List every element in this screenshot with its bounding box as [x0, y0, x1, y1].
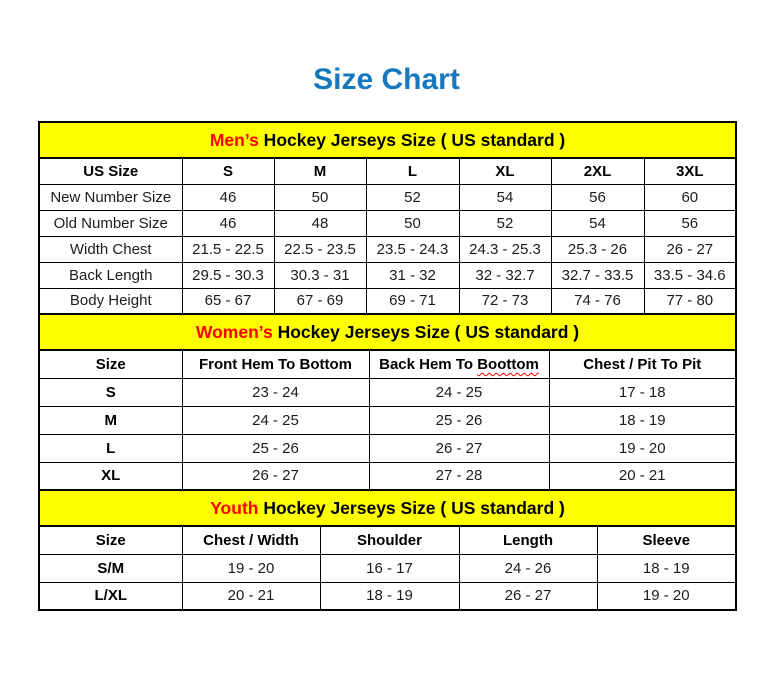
table-cell: 24 - 25: [369, 378, 549, 406]
table-cell: 24 - 25: [182, 406, 369, 434]
table-row: [39, 288, 736, 314]
table-row: [39, 236, 736, 262]
table-cell: 26 - 27: [182, 462, 369, 490]
table-cell: 32 - 32.7: [459, 262, 551, 288]
youth-col-header-sleeve: Sleeve: [597, 526, 736, 554]
table-cell: 23 - 24: [182, 378, 369, 406]
mens-col-header-m: M: [274, 158, 366, 184]
table-row: [39, 210, 736, 236]
mens-col-header-s: S: [182, 158, 274, 184]
table-cell: 56: [551, 184, 644, 210]
table-row: [39, 434, 736, 462]
mens-row-label: Old Number Size: [39, 210, 182, 236]
womens-banner-row: [39, 314, 736, 350]
table-cell: 50: [274, 184, 366, 210]
mens-col-header-xl: XL: [459, 158, 551, 184]
mens-banner-row: [39, 122, 736, 158]
womens-col-header-chest-pit: Chest / Pit To Pit: [549, 350, 736, 378]
table-cell: 31 - 32: [366, 262, 459, 288]
table-cell: 17 - 18: [549, 378, 736, 406]
table-cell: 46: [182, 184, 274, 210]
table-cell: 30.3 - 31: [274, 262, 366, 288]
womens-section-banner: [39, 314, 736, 350]
womens-row-label: S: [39, 378, 182, 406]
mens-section-banner: [39, 122, 736, 158]
mens-col-header-l: L: [366, 158, 459, 184]
table-cell: 23.5 - 24.3: [366, 236, 459, 262]
table-row: [39, 554, 736, 582]
table-row: [39, 582, 736, 610]
table-cell: 22.5 - 23.5: [274, 236, 366, 262]
table-cell: 25.3 - 26: [551, 236, 644, 262]
table-cell: 26 - 27: [369, 434, 549, 462]
youth-banner-row: [39, 490, 736, 526]
table-cell: 18 - 19: [549, 406, 736, 434]
table-cell: 32.7 - 33.5: [551, 262, 644, 288]
table-cell: 48: [274, 210, 366, 236]
mens-size-table: [38, 121, 737, 315]
mens-col-header-us-size: US Size: [39, 158, 182, 184]
table-cell: 46: [182, 210, 274, 236]
table-cell: 16 - 17: [320, 554, 459, 582]
youth-col-header-shoulder: Shoulder: [320, 526, 459, 554]
table-row: [39, 406, 736, 434]
youth-size-table: [38, 489, 737, 611]
womens-col-header-back-hem: [369, 350, 549, 378]
table-cell: 20 - 21: [549, 462, 736, 490]
table-cell: 77 - 80: [644, 288, 736, 314]
youth-row-label: S/M: [39, 554, 182, 582]
table-row: [39, 184, 736, 210]
table-cell: 33.5 - 34.6: [644, 262, 736, 288]
table-cell: 19 - 20: [549, 434, 736, 462]
mens-row-label: Back Length: [39, 262, 182, 288]
mens-row-label: New Number Size: [39, 184, 182, 210]
table-cell: 67 - 69: [274, 288, 366, 314]
table-cell: 18 - 19: [597, 554, 736, 582]
table-cell: 52: [366, 184, 459, 210]
womens-banner-highlight: Women’s: [195, 321, 273, 342]
table-cell: 26 - 27: [644, 236, 736, 262]
youth-header-row: [39, 526, 736, 554]
table-row: [39, 378, 736, 406]
youth-banner-highlight: Youth: [210, 497, 259, 518]
table-cell: 60: [644, 184, 736, 210]
womens-row-label: M: [39, 406, 182, 434]
table-cell: 21.5 - 22.5: [182, 236, 274, 262]
womens-col-header-size: Size: [39, 350, 182, 378]
table-cell: 25 - 26: [182, 434, 369, 462]
back-hem-header-prefix: Back Hem To: [379, 355, 474, 373]
mens-col-header-3xl: 3XL: [644, 158, 736, 184]
table-row: [39, 262, 736, 288]
youth-row-label: L/XL: [39, 582, 182, 610]
youth-col-header-size: Size: [39, 526, 182, 554]
mens-row-label: Width Chest: [39, 236, 182, 262]
womens-header-row: [39, 350, 736, 378]
table-cell: 29.5 - 30.3: [182, 262, 274, 288]
table-cell: 65 - 67: [182, 288, 274, 314]
table-cell: 56: [644, 210, 736, 236]
table-cell: 74 - 76: [551, 288, 644, 314]
table-cell: 18 - 19: [320, 582, 459, 610]
youth-banner-text: Hockey Jerseys Size ( US standard ): [258, 497, 565, 518]
table-row: [39, 462, 736, 490]
table-cell: 27 - 28: [369, 462, 549, 490]
table-cell: 50: [366, 210, 459, 236]
mens-header-row: [39, 158, 736, 184]
table-cell: 72 - 73: [459, 288, 551, 314]
table-cell: 54: [459, 184, 551, 210]
table-cell: 25 - 26: [369, 406, 549, 434]
table-cell: 69 - 71: [366, 288, 459, 314]
womens-banner-text: Hockey Jerseys Size ( US standard ): [272, 321, 580, 342]
mens-banner-highlight: Men’s: [209, 129, 259, 150]
table-cell: 26 - 27: [459, 582, 597, 610]
youth-section-banner: [39, 490, 736, 526]
page-title: Size Chart: [313, 63, 460, 96]
table-cell: 19 - 20: [597, 582, 736, 610]
mens-col-header-2xl: 2XL: [551, 158, 644, 184]
back-hem-misspelled-word: Boottom: [477, 355, 539, 373]
youth-col-header-chest-width: Chest / Width: [182, 526, 320, 554]
table-cell: 54: [551, 210, 644, 236]
table-cell: 20 - 21: [182, 582, 320, 610]
size-tables-container: [38, 121, 735, 611]
mens-banner-text: Hockey Jerseys Size ( US standard ): [258, 129, 566, 150]
mens-row-label: Body Height: [39, 288, 182, 314]
womens-row-label: XL: [39, 462, 182, 490]
womens-size-table: [38, 313, 737, 491]
table-cell: 24 - 26: [459, 554, 597, 582]
womens-row-label: L: [39, 434, 182, 462]
table-cell: 19 - 20: [182, 554, 320, 582]
youth-col-header-length: Length: [459, 526, 597, 554]
table-cell: 24.3 - 25.3: [459, 236, 551, 262]
table-cell: 52: [459, 210, 551, 236]
womens-col-header-front-hem: Front Hem To Bottom: [182, 350, 369, 378]
